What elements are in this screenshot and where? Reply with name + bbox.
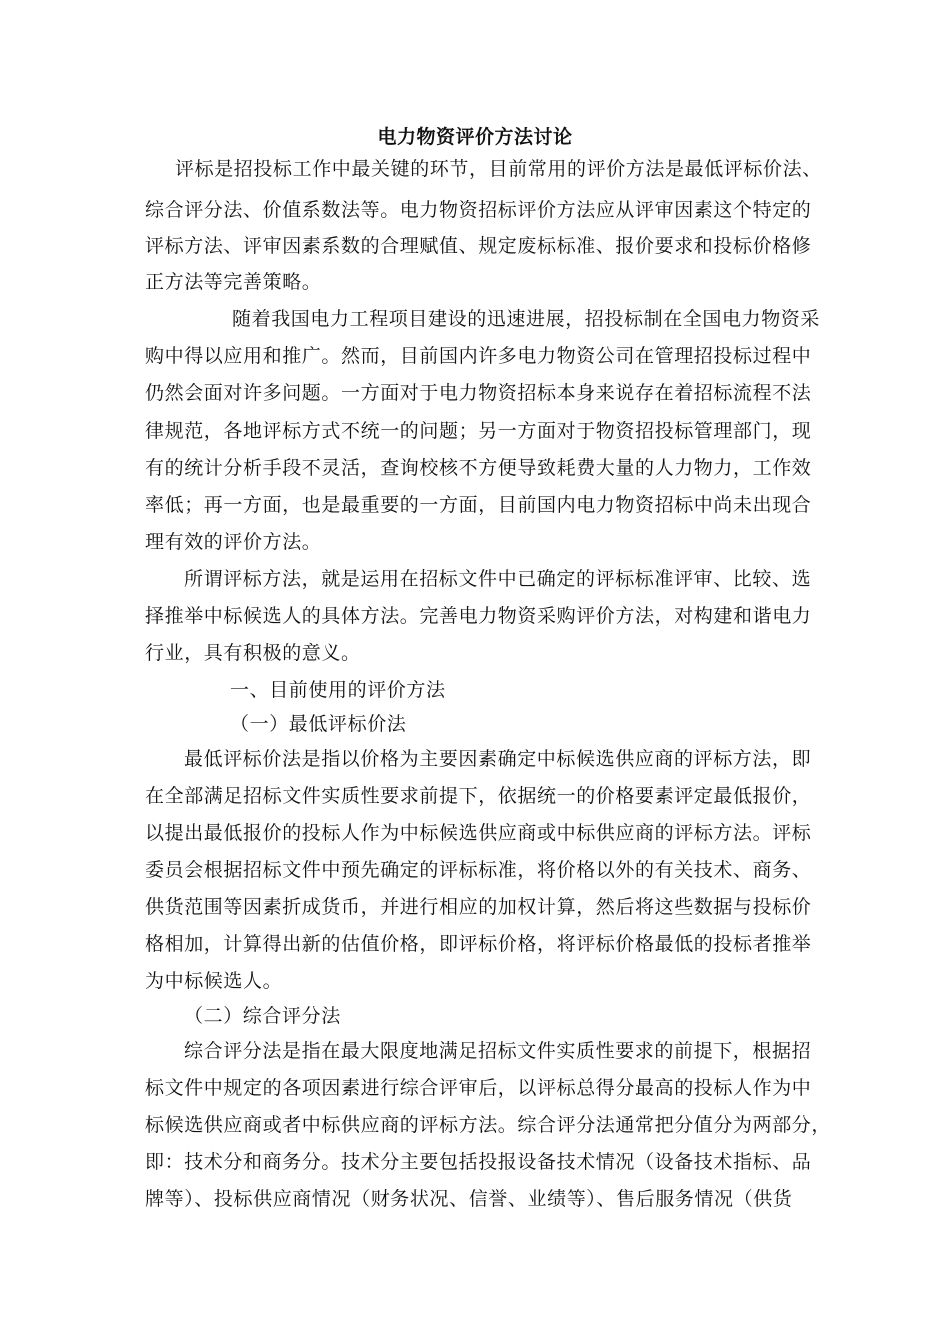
paragraph-line: 标候选供应商或者中标供应商的评标方法。综合评分法通常把分值分为两部分， <box>145 1114 832 1136</box>
paragraph-line: 仍然会面对许多问题。一方面对于电力物资招标本身来说存在着招标流程不法 <box>145 382 812 404</box>
paragraph-line: 正方法等完善策略。 <box>145 271 322 293</box>
paragraph-line: 在全部满足招标文件实质性要求前提下，依据统一的价格要素评定最低报价， <box>145 785 812 807</box>
section-heading: 一、目前使用的评价方法 <box>230 679 446 701</box>
paragraph-line: 即：技术分和商务分。技术分主要包括投报设备技术情况（设备技术指标、品 <box>145 1151 812 1173</box>
paragraph-line: 格相加，计算得出新的估值价格，即评标价格，将评标价格最低的投标者推举 <box>145 933 812 955</box>
paragraph-line: 随着我国电力工程项目建设的迅速进展，招投标制在全国电力物资采 <box>232 308 821 330</box>
paragraph-line: 行业，具有积极的意义。 <box>145 642 361 664</box>
paragraph-line: 最低评标价法是指以价格为主要因素确定中标候选供应商的评标方法，即 <box>184 748 812 770</box>
paragraph-line: 购中得以应用和推广。然而，目前国内许多电力物资公司在管理招投标过程中 <box>145 345 812 367</box>
paragraph-line: 标文件中规定的各项因素进行综合评审后，以评标总得分最高的投标人作为中 <box>145 1077 812 1099</box>
paragraph-line: 以提出最低报价的投标人作为中标候选供应商或中标供应商的评标方法。评标 <box>145 822 812 844</box>
paragraph-line: 为中标候选人。 <box>145 970 283 992</box>
paragraph-line: 律规范，各地评标方式不统一的问题；另一方面对于物资招投标管理部门，现 <box>145 420 812 442</box>
paragraph-line: 择推举中标候选人的具体方法。完善电力物资采购评价方法，对构建和谐电力 <box>145 605 812 627</box>
paragraph-line: 评标是招投标工作中最关键的环节，目前常用的评价方法是最低评标价法、 <box>175 158 822 180</box>
paragraph-line: 牌等）、投标供应商情况（财务状况、信誉、业绩等）、售后服务情况（供货 <box>145 1188 793 1210</box>
subsection-heading: （二）综合评分法 <box>184 1005 341 1027</box>
paragraph-line: 综合评分法、价值系数法等。电力物资招标评价方法应从评审因素这个特定的 <box>145 199 812 221</box>
paragraph-line: 供货范围等因素折成货币，并进行相应的加权计算，然后将这些数据与投标价 <box>145 896 812 918</box>
paragraph-line: 委员会根据招标文件中预先确定的评标标准，将价格以外的有关技术、商务、 <box>145 859 812 881</box>
subsection-heading: （一）最低评标价法 <box>230 713 407 735</box>
document-title: 电力物资评价方法讨论 <box>377 126 573 148</box>
paragraph-line: 所谓评标方法，就是运用在招标文件中已确定的评标标准评审、比较、选 <box>184 568 812 590</box>
paragraph-line: 有的统计分析手段不灵活，查询校核不方便导致耗费大量的人力物力，工作效 <box>145 457 812 479</box>
paragraph-line: 综合评分法是指在最大限度地满足招标文件实质性要求的前提下，根据招 <box>184 1040 812 1062</box>
paragraph-line: 率低；再一方面，也是最重要的一方面，目前国内电力物资招标中尚未出现合 <box>145 494 812 516</box>
paragraph-line: 理有效的评价方法。 <box>145 531 322 553</box>
paragraph-line: 评标方法、评审因素系数的合理赋值、规定废标标准、报价要求和投标价格修 <box>145 235 812 257</box>
